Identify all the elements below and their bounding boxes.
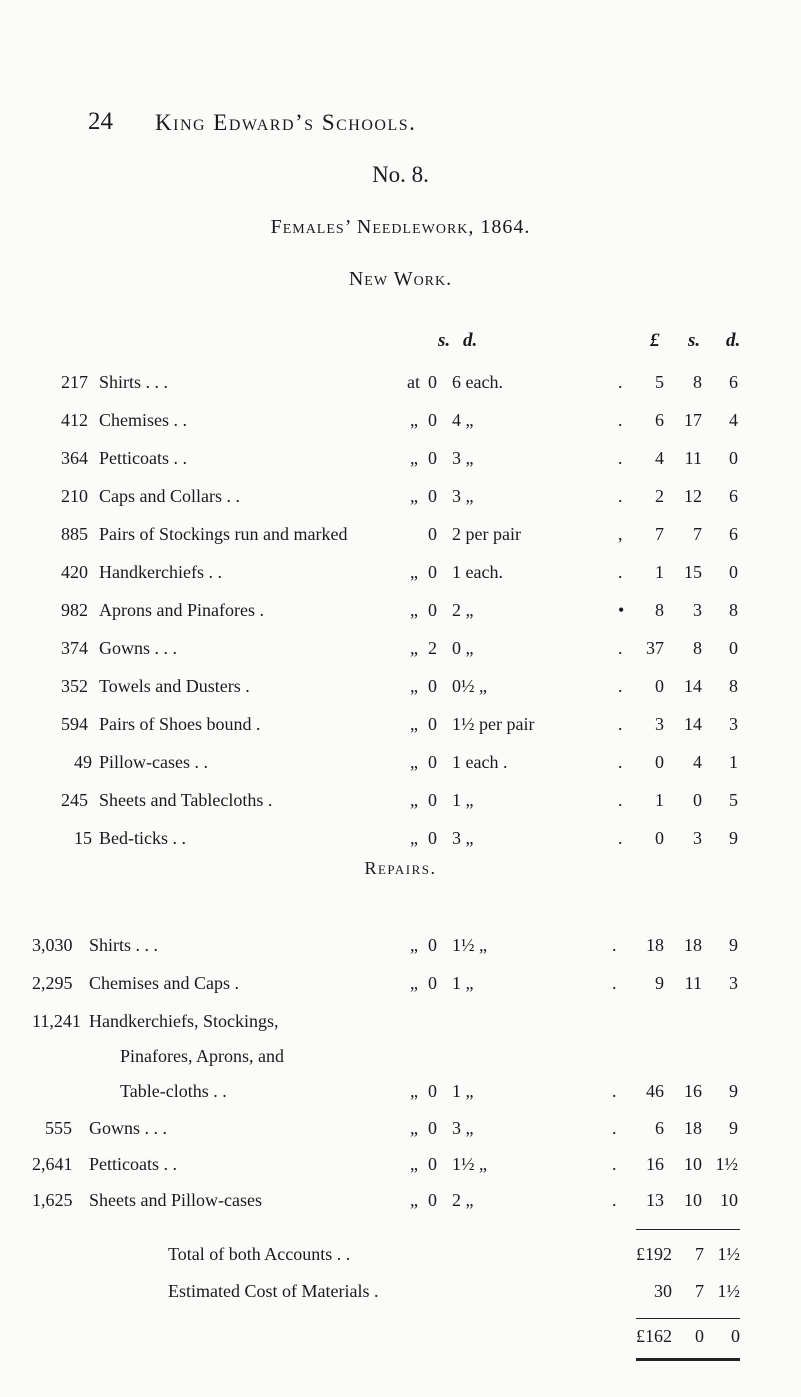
section-title-new-work: New Work.: [348, 268, 453, 290]
amount-shillings: 3: [693, 600, 702, 620]
net-shillings: 0: [695, 1326, 704, 1346]
net-row: [0, 1326, 801, 1360]
amount-pence: 3: [729, 973, 738, 993]
ditto: „: [410, 486, 418, 506]
qty: 364: [61, 448, 88, 468]
rate-shillings: 0: [428, 1118, 437, 1138]
table-row: [0, 638, 801, 672]
amount-shillings: 10: [684, 1154, 702, 1174]
qty: 245: [61, 790, 88, 810]
table-row: [0, 448, 801, 482]
table-row: [0, 676, 801, 710]
rate-shillings: 0: [428, 486, 437, 506]
amount-pounds: 3: [655, 714, 664, 734]
amount-pence: 1: [729, 752, 738, 772]
rate-shillings: 0: [428, 410, 437, 430]
amount-pounds: 16: [646, 1154, 664, 1174]
ditto: „: [410, 600, 418, 620]
amount-pence: 8: [729, 676, 738, 696]
ditto: „: [410, 1118, 418, 1138]
leader: .: [612, 973, 617, 993]
header-pounds: £: [650, 330, 660, 351]
leader: .: [618, 828, 623, 848]
rate-shillings: 0: [428, 935, 437, 955]
rate-shillings: 0: [428, 1081, 437, 1101]
leader: .: [612, 1154, 617, 1174]
table-row: [0, 410, 801, 444]
sum-rule: [636, 1229, 740, 1230]
amount-shillings: 18: [684, 935, 702, 955]
amount-shillings: 8: [693, 638, 702, 658]
rate-shillings: 0: [428, 524, 437, 544]
leader: .: [612, 1118, 617, 1138]
item: Handkerchiefs, Stockings,: [89, 1011, 279, 1031]
ditto: „: [410, 973, 418, 993]
running-head: King Edward’s Schools.: [155, 110, 417, 135]
rate-pence: 1½ „: [452, 935, 487, 955]
amount-pounds: 6: [655, 1118, 664, 1138]
rate-pence: 3 „: [452, 1118, 474, 1138]
amount-pounds: 8: [655, 600, 664, 620]
item: Bed-ticks . .: [99, 828, 186, 848]
header-rate-pence: d.: [463, 330, 478, 351]
amount-pence: 3: [729, 714, 738, 734]
item: Chemises and Caps .: [89, 973, 239, 993]
amount-shillings: 3: [693, 828, 702, 848]
ditto: „: [410, 448, 418, 468]
leader: ,: [618, 524, 623, 544]
rate-pence: 0 „: [452, 638, 474, 658]
materials-row: [0, 1281, 801, 1315]
table-row: [0, 524, 801, 558]
amount-pence: 1½: [715, 1154, 738, 1174]
amount-shillings: 4: [693, 752, 702, 772]
table-row: [0, 1081, 801, 1115]
qty: 210: [61, 486, 88, 506]
total-pounds: £192: [636, 1244, 672, 1264]
amount-pounds: 7: [655, 524, 664, 544]
ditto: „: [410, 1190, 418, 1210]
rate-pence: 1½ „: [452, 1154, 487, 1174]
rate-shillings: 0: [428, 448, 437, 468]
amount-pence: 6: [729, 486, 738, 506]
amount-shillings: 0: [693, 790, 702, 810]
amount-pence: 0: [729, 638, 738, 658]
qty: 982: [61, 600, 88, 620]
table-number: No. 8.: [372, 162, 429, 187]
rate-pence: 2 per pair: [452, 524, 521, 544]
amount-pounds: 1: [655, 790, 664, 810]
leader: .: [618, 448, 623, 468]
ditto: „: [410, 638, 418, 658]
item: Pillow-cases . .: [99, 752, 208, 772]
table-row: [0, 372, 801, 406]
table-row: [0, 1154, 801, 1188]
item: Petticoats . .: [99, 448, 187, 468]
amount-pounds: 18: [646, 935, 664, 955]
qty: 555: [45, 1118, 72, 1138]
amount-shillings: 18: [684, 1118, 702, 1138]
amount-shillings: 14: [684, 676, 702, 696]
amount-pounds: 1: [655, 562, 664, 582]
item: Sheets and Pillow-cases: [89, 1190, 262, 1210]
amount-shillings: 11: [684, 448, 702, 468]
header-shillings: s.: [688, 330, 701, 351]
amount-pence: 9: [729, 1081, 738, 1101]
total-row: [0, 1244, 801, 1278]
amount-pence: 5: [729, 790, 738, 810]
table-row: [0, 935, 801, 969]
rate-pence: 0½ „: [452, 676, 487, 696]
item: Gowns . . .: [89, 1118, 168, 1138]
qty: 885: [61, 524, 88, 544]
amount-pence: 9: [729, 828, 738, 848]
rate-shillings: 0: [428, 1154, 437, 1174]
net-pence: 0: [731, 1326, 740, 1346]
total-shillings: 7: [695, 1244, 704, 1264]
amount-pence: 9: [729, 935, 738, 955]
document-title: Females’ Needlework, 1864.: [270, 216, 531, 238]
rate-shillings: 0: [428, 372, 437, 392]
amount-pounds: 2: [655, 486, 664, 506]
rate-shillings: 0: [428, 752, 437, 772]
amount-pence: 10: [720, 1190, 738, 1210]
qty: 2,641: [32, 1154, 73, 1174]
net-pounds: £162: [636, 1326, 672, 1346]
total-label: Total of both Accounts . .: [168, 1244, 351, 1264]
qty: 352: [61, 676, 88, 696]
rate-shillings: 2: [428, 638, 437, 658]
table-row: [0, 790, 801, 824]
item: Towels and Dusters .: [99, 676, 250, 696]
ditto: „: [410, 828, 418, 848]
leader: .: [618, 562, 623, 582]
ditto: „: [410, 1081, 418, 1101]
item: Chemises . .: [99, 410, 187, 430]
leader: .: [612, 935, 617, 955]
materials-pounds: 30: [654, 1281, 672, 1301]
item: Shirts . . .: [89, 935, 159, 955]
rate-shillings: 0: [428, 676, 437, 696]
net-rule-top: [636, 1318, 740, 1319]
qty: 217: [61, 372, 88, 392]
amount-pounds: 37: [646, 638, 664, 658]
rate-pence: 3 „: [452, 448, 474, 468]
qty: 11,241: [32, 1011, 81, 1031]
rate-pence: 2 „: [452, 600, 474, 620]
table-row: [0, 714, 801, 748]
amount-pence: 0: [729, 562, 738, 582]
leader: .: [612, 1190, 617, 1210]
materials-shillings: 7: [695, 1281, 704, 1301]
amount-shillings: 17: [684, 410, 702, 430]
item: Pairs of Shoes bound .: [99, 714, 261, 734]
rate-pence: 6 each.: [452, 372, 503, 392]
table-row: [0, 486, 801, 520]
item: Aprons and Pinafores .: [99, 600, 264, 620]
item: Shirts . . .: [99, 372, 169, 392]
ditto: „: [410, 752, 418, 772]
rate-pence: 4 „: [452, 410, 474, 430]
table-row: [0, 562, 801, 596]
qty: 594: [61, 714, 88, 734]
materials-label: Estimated Cost of Materials .: [168, 1281, 379, 1301]
ditto: „: [410, 935, 418, 955]
rate-shillings: 0: [428, 562, 437, 582]
amount-pounds: 0: [655, 752, 664, 772]
amount-shillings: 11: [684, 973, 702, 993]
item: Petticoats . .: [89, 1154, 177, 1174]
amount-shillings: 16: [684, 1081, 702, 1101]
rate-pence: 3 „: [452, 828, 474, 848]
table-row: [0, 1011, 801, 1045]
qty: 420: [61, 562, 88, 582]
leader: .: [612, 1081, 617, 1101]
amount-pounds: 6: [655, 410, 664, 430]
section-title-repairs: Repairs.: [364, 858, 437, 878]
materials-pence: 1½: [717, 1281, 740, 1301]
ditto: „: [410, 1154, 418, 1174]
leader: .: [618, 676, 623, 696]
amount-pounds: 9: [655, 973, 664, 993]
rate-pence: 1 each.: [452, 562, 503, 582]
page-number: 24: [88, 108, 113, 135]
rate-shillings: 0: [428, 828, 437, 848]
leader: .: [618, 714, 623, 734]
leader: .: [618, 790, 623, 810]
qty: 2,295: [32, 973, 73, 993]
item: Handkerchiefs . .: [99, 562, 222, 582]
amount-shillings: 15: [684, 562, 702, 582]
ditto: „: [410, 562, 418, 582]
qty: 412: [61, 410, 88, 430]
qty: 1,625: [32, 1190, 73, 1210]
amount-pounds: 13: [646, 1190, 664, 1210]
amount-shillings: 8: [693, 372, 702, 392]
rate-shillings: 0: [428, 714, 437, 734]
rate-pence: 2 „: [452, 1190, 474, 1210]
item: Sheets and Tablecloths .: [99, 790, 273, 810]
table-row: [0, 973, 801, 1007]
item-continued: Table-cloths . .: [120, 1081, 227, 1101]
rate-pence: 1 „: [452, 1081, 474, 1101]
leader: .: [618, 638, 623, 658]
amount-pounds: 46: [646, 1081, 664, 1101]
table-row: [0, 1046, 801, 1080]
amount-shillings: 10: [684, 1190, 702, 1210]
amount-shillings: 7: [693, 524, 702, 544]
amount-pence: 9: [729, 1118, 738, 1138]
amount-pence: 6: [729, 524, 738, 544]
rate-shillings: 0: [428, 1190, 437, 1210]
qty: 374: [61, 638, 88, 658]
rate-pence: 1 each .: [452, 752, 508, 772]
amount-shillings: 14: [684, 714, 702, 734]
leader: .: [618, 486, 623, 506]
amount-shillings: 12: [684, 486, 702, 506]
item: Pairs of Stockings run and marked: [99, 524, 348, 544]
table-row: [0, 1118, 801, 1152]
qty: 3,030: [32, 935, 73, 955]
amount-pounds: 0: [655, 676, 664, 696]
item: Gowns . . .: [99, 638, 178, 658]
ditto: „: [410, 790, 418, 810]
amount-pounds: 4: [655, 448, 664, 468]
amount-pence: 4: [729, 410, 738, 430]
ditto: „: [410, 410, 418, 430]
leader: .: [618, 752, 623, 772]
ditto: at: [407, 372, 420, 392]
total-pence: 1½: [717, 1244, 740, 1264]
table-row: [0, 828, 801, 862]
leader: .: [618, 410, 623, 430]
amount-pence: 0: [729, 448, 738, 468]
table-row: [0, 1190, 801, 1224]
rate-pence: 1 „: [452, 790, 474, 810]
amount-pence: 6: [729, 372, 738, 392]
rate-shillings: 0: [428, 600, 437, 620]
rate-shillings: 0: [428, 973, 437, 993]
header-rate-shillings: s.: [438, 330, 451, 351]
item-continued: Pinafores, Aprons, and: [120, 1046, 284, 1066]
qty: 49: [74, 752, 92, 772]
amount-pence: 8: [729, 600, 738, 620]
amount-pounds: 5: [655, 372, 664, 392]
qty: 15: [74, 828, 92, 848]
rate-pence: 1½ per pair: [452, 714, 535, 734]
ditto: „: [410, 714, 418, 734]
table-row: [0, 752, 801, 786]
rate-pence: 3 „: [452, 486, 474, 506]
header-pence: d.: [726, 330, 741, 351]
amount-pounds: 0: [655, 828, 664, 848]
item: Caps and Collars . .: [99, 486, 240, 506]
rate-shillings: 0: [428, 790, 437, 810]
leader: •: [618, 600, 625, 620]
leader: .: [618, 372, 623, 392]
rate-pence: 1 „: [452, 973, 474, 993]
table-row: [0, 600, 801, 634]
net-rule-bottom: [636, 1358, 740, 1361]
ditto: „: [410, 676, 418, 696]
